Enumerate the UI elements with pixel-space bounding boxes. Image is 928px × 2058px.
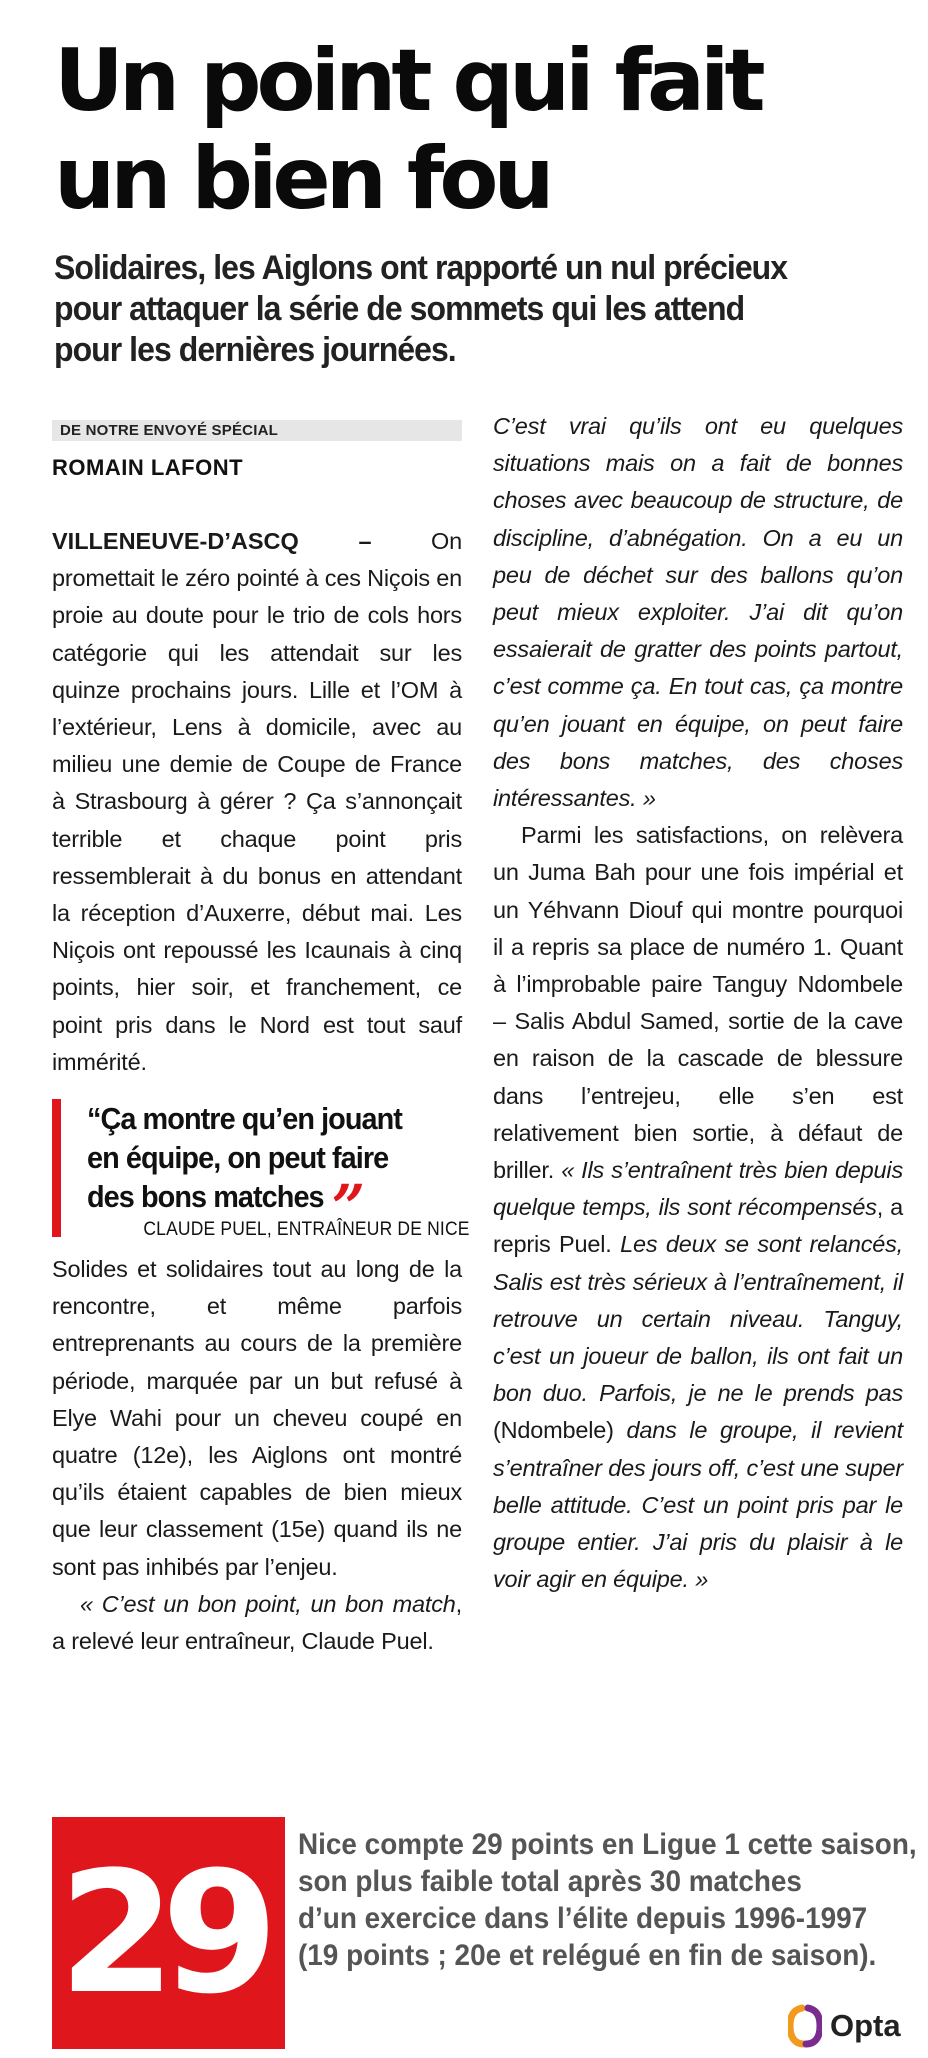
p4-normal-2: , a repris Puel. xyxy=(493,1194,903,1258)
article-title xyxy=(54,32,894,228)
paragraph-3-start xyxy=(52,1586,462,1660)
p3-normal: , a relevé leur entraîneur, Claude Puel. xyxy=(52,1590,462,1655)
dateline: VILLENEUVE-D’ASCQ – xyxy=(52,528,372,554)
p3-quote: C’est vrai qu’ils ont eu quelques situations mais on a fait de bonnes choses avec beaucoup de structure, de discipline, d’abnégation. On a eu un peu de déchet sur des ballons qu’on peut mieux exploiter. J’ai dit qu’on essaierait de gratter des points partout, c’est comme ça. En tout cas, ça montre qu’en jouant en équipe, on peut faire des bons matches, des choses intéressantes. » xyxy=(493,413,903,812)
stat-line-2: son plus faible total après 30 matches xyxy=(298,1865,802,1898)
closing-quote-icon: ” xyxy=(322,1171,369,1245)
paragraph-4 xyxy=(493,817,903,1598)
paragraph-3-continued xyxy=(493,408,903,1599)
opta-logo xyxy=(788,2004,901,2048)
quote-line-1: “Ça montre qu’en jouant xyxy=(87,1101,402,1137)
p4-italic-2: Les deux se sont relancés, Salis est très sérieux à l’entraînement, il retrouve un certain niveau. Tanguy, c’est un joueur de ballon, ils ont fait un bon duo. Parfois, je ne le prends pas xyxy=(493,1231,903,1407)
paragraph-2-text: Solides et solidaires tout au long de la rencontre, et même parfois entreprenants au cours de la première période, marquée par un but refusé à Elye Wahi pour un cheveu coupé en quatre (12e), les Aiglons ont montré qu’ils étaient capables de bien mieux que leur classement (15e) quand ils ne sont pas inhibés par l’enjeu. xyxy=(52,1256,462,1580)
quote-line-3: des bons matches xyxy=(87,1179,324,1215)
paragraph-2 xyxy=(52,1251,462,1660)
kicker: DE NOTRE ENVOYÉ SPÉCIAL xyxy=(52,420,462,441)
p4-italic-1: « Ils s’entraînent très bien depuis quelque temps, ils sont récompensés xyxy=(493,1157,903,1221)
stat-box xyxy=(52,1817,285,2049)
quote-credit: CLAUDE PUEL, ENTRAÎNEUR DE NICE xyxy=(143,1219,470,1241)
left-column xyxy=(52,420,470,1660)
stat-number: 29 xyxy=(58,1835,265,2031)
p4-normal-3: (Ndombele) xyxy=(493,1417,627,1444)
subtitle-line-2: pour attaquer la série de sommets qui les attend xyxy=(54,290,745,328)
paragraph-1 xyxy=(52,523,462,1081)
pull-quote xyxy=(52,1099,470,1245)
stat-description xyxy=(298,1826,917,1974)
p4-italic-3: dans le groupe, il revient s’entraîner des jours off, c’est une super belle attitude. C’est un point pris par le groupe entier. J’ai pris du plaisir à le voir agir en équipe. » xyxy=(493,1417,903,1593)
paragraph-1-text: On promettait le zéro pointé à ces Niçois en proie au doute pour le trio de cols hors catégorie qui les attendait sur les quinze prochains jours. Lille et l’OM à l’extérieur, Lens à domicile, avec au milieu une demie de Coupe de France à Strasbourg à gérer ? Ça s’annonçait terrible et chaque point pris ressemblerait à du bonus en attendant la réception d’Auxerre, début mai. Les Niçois ont repoussé les Icaunais à cinq points, hier soir, et franchement, ce point pris dans le Nord est tout sauf immérité. xyxy=(52,528,462,1075)
p4-normal: Parmi les satisfactions, on relèvera un Juma Bah pour une fois impérial et un Yéhvann Diouf qui montre pourquoi il a repris sa place de numéro 1. Quant à l’improbable paire Tanguy Ndombele – Salis Abdul Samed, sortie de la cave en raison de la cascade de blessure dans l’entrejeu, elle s’en est relativement bien sortie, à défaut de briller. xyxy=(493,822,903,1184)
subtitle-line-1: Solidaires, les Aiglons ont rapporté un nul précieux xyxy=(54,249,788,287)
subtitle-line-3: pour les dernières journées. xyxy=(54,331,456,369)
quote-line-2: en équipe, on peut faire xyxy=(87,1140,389,1176)
p3-italic: « C’est un bon point, un bon match xyxy=(80,1590,456,1617)
right-column xyxy=(493,408,903,1599)
title-line-2: un bien fou xyxy=(54,129,550,229)
stat-line-1: Nice compte 29 points en Ligue 1 cette saison, xyxy=(298,1828,917,1861)
article-subtitle xyxy=(54,248,853,371)
stat-line-4: (19 points ; 20e et relégué en fin de saison). xyxy=(298,1939,877,1972)
title-line-1: Un point qui fait xyxy=(54,31,761,131)
stat-line-3: d’un exercice dans l’élite depuis 1996-1997 xyxy=(298,1902,868,1935)
opta-logo-text: Opta xyxy=(830,2008,901,2043)
author-byline: ROMAIN LAFONT xyxy=(52,455,244,480)
opta-logo-icon xyxy=(788,2004,822,2048)
